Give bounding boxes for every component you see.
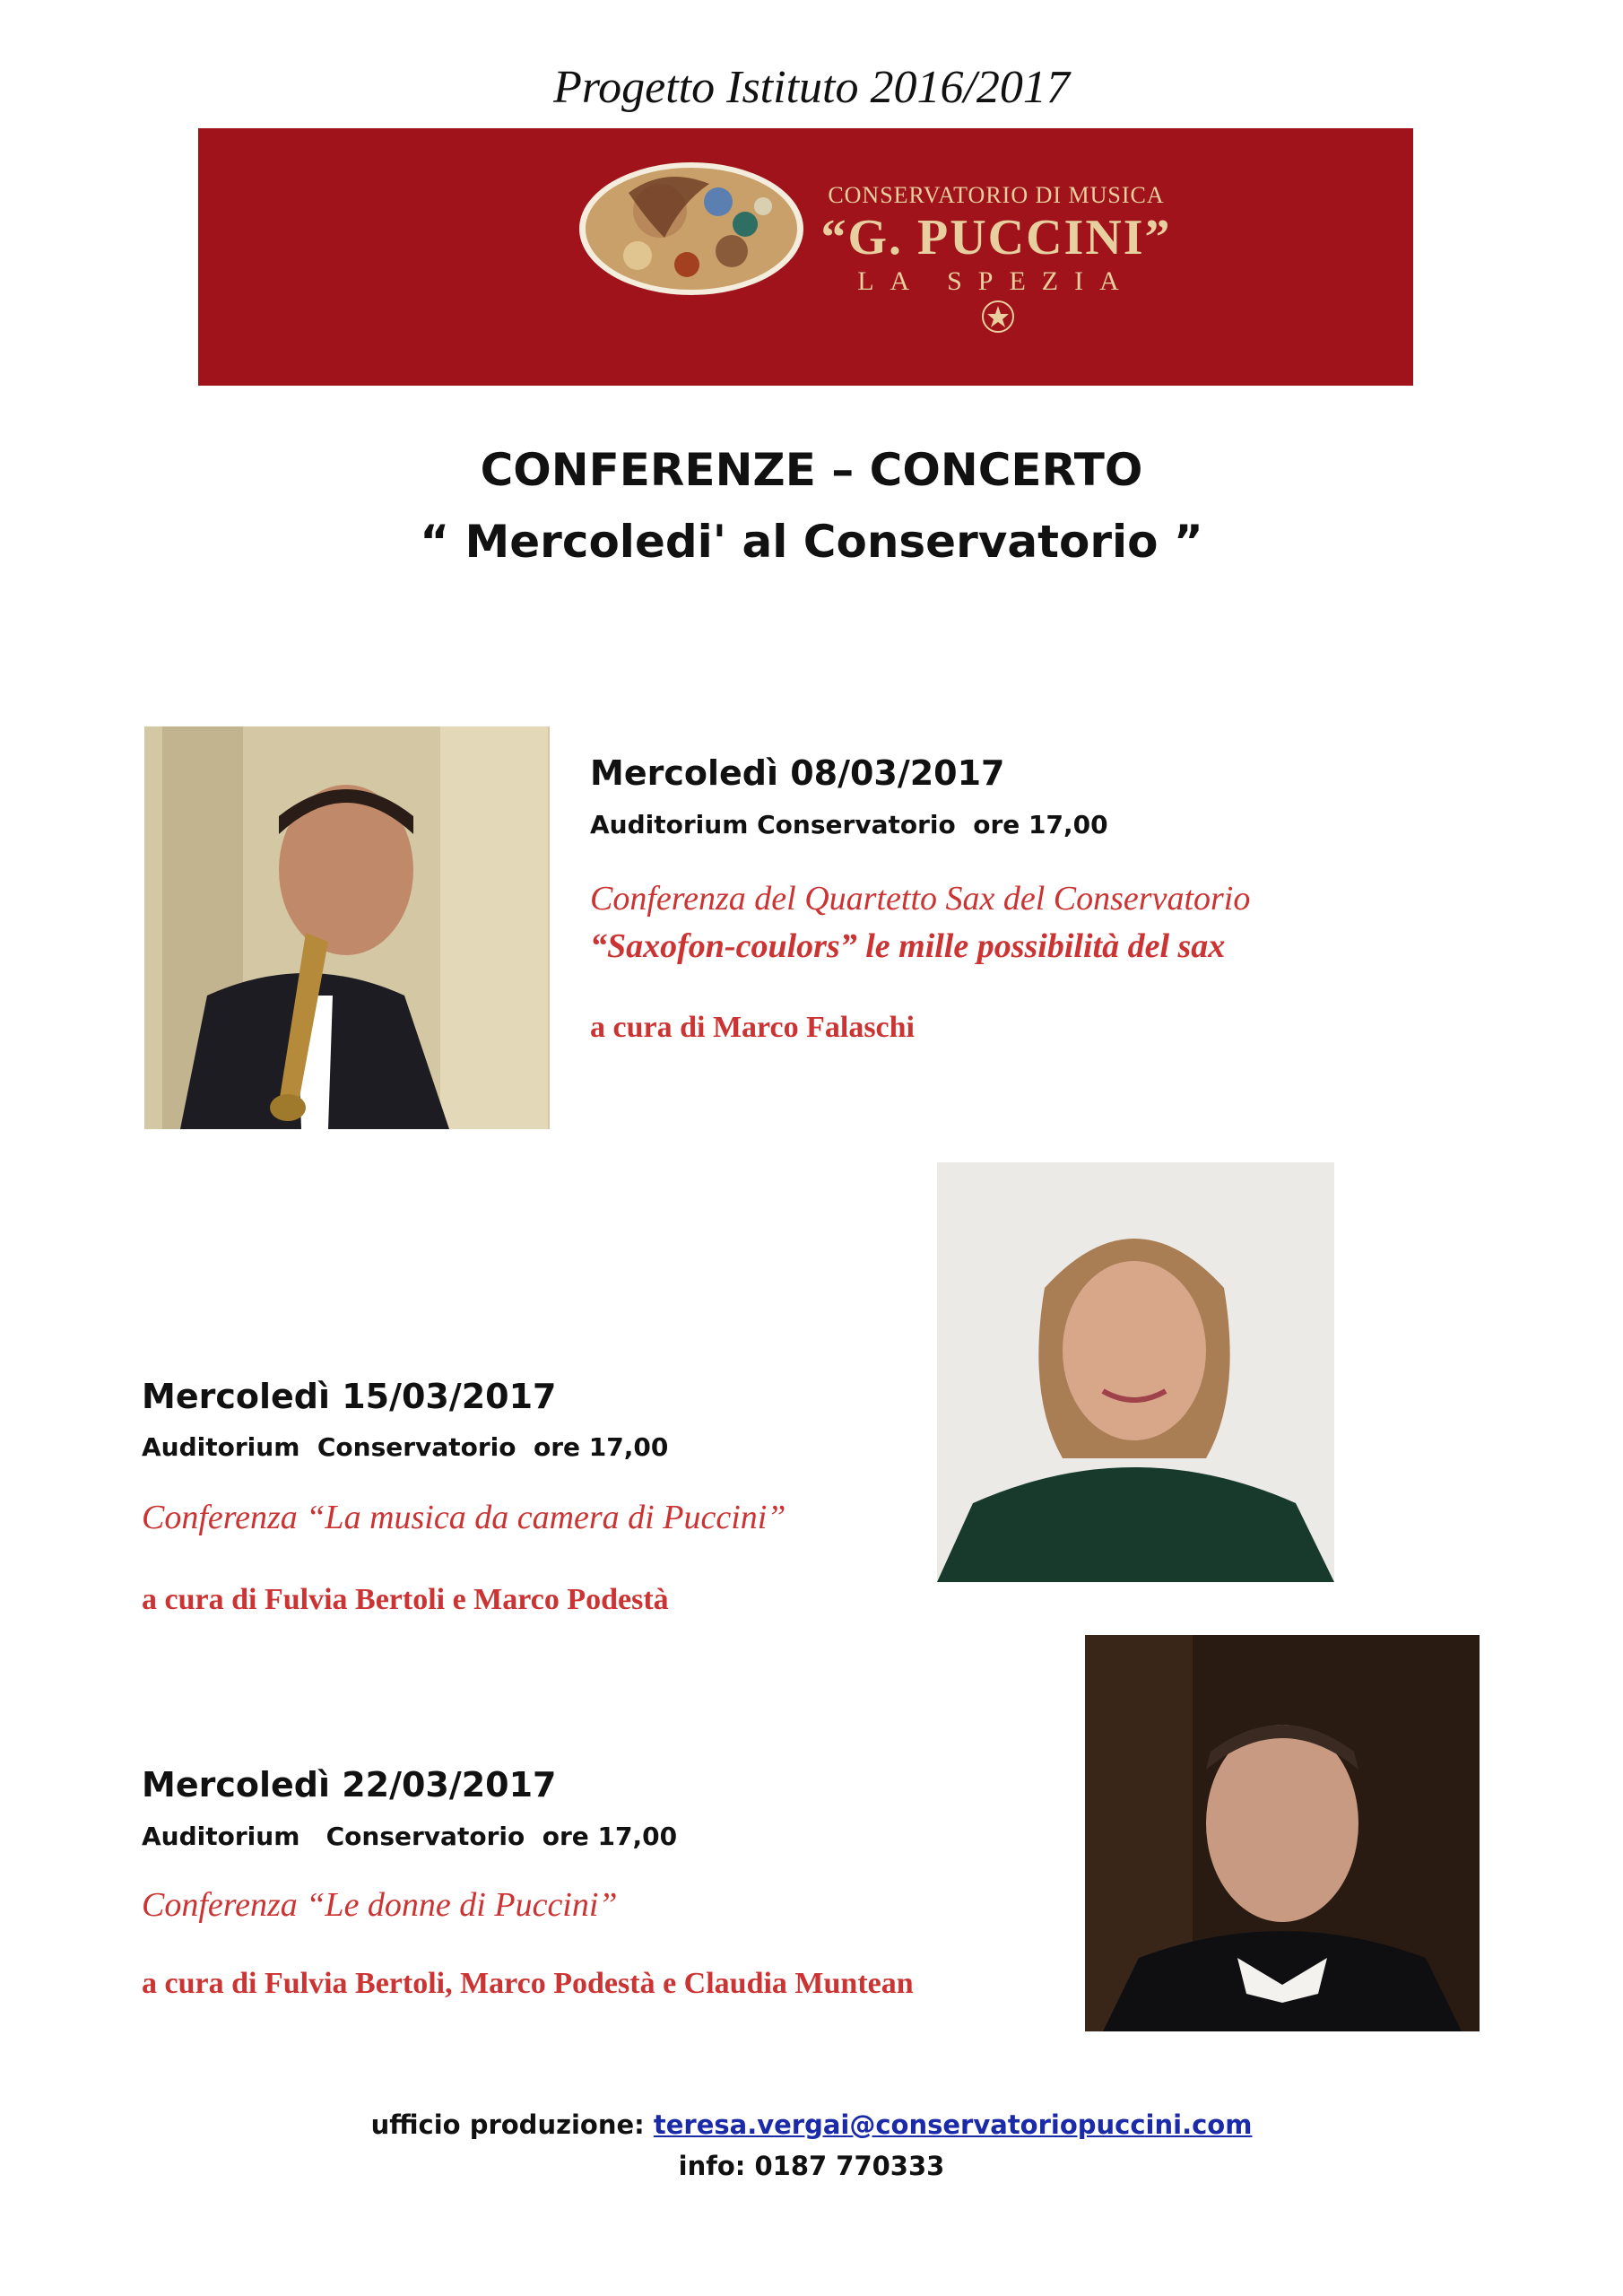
event-1-curator: a cura di Marco Falaschi [590,1011,915,1044]
event-1-subtitle: “Saxofon-coulors” le mille possibilità del sax [590,927,1226,965]
main-subtitle: “ Mercoledi' al Conservatorio ” [420,516,1203,568]
event-3-venue: Auditorium Conservatorio ore 17,00 [142,1822,678,1851]
footer-info: info: 0187 770333 [678,2151,945,2181]
logo-line-city: LA SPEZIA [857,266,1135,296]
event-2-curator: a cura di Fulvia Bertoli e Marco Podestà [142,1583,669,1616]
event-3-description: Conferenza “Le donne di Puccini” [142,1886,618,1924]
event-3-curator: a cura di Fulvia Bertoli, Marco Podestà e Claudia Muntean [142,1967,914,2000]
logo-wordmark [817,182,1176,297]
project-title: Progetto Istituto 2016/2017 [553,62,1070,113]
event-photo-woman [937,1162,1334,1582]
footer-contact [0,2109,1623,2140]
event-1-date: Mercoledì 08/03/2017 [590,753,1005,793]
event-2-venue: Auditorium Conservatorio ore 17,00 [142,1432,669,1462]
footer-office-label: ufficio produzione: [370,2109,645,2140]
republic-emblem-icon [980,299,1016,335]
event-photo-man [1085,1635,1480,2031]
event-1-venue: Auditorium Conservatorio ore 17,00 [590,810,1108,839]
logo-mosaic-icon [575,157,808,300]
conservatory-banner [198,128,1413,386]
event-1-description: Conferenza del Quartetto Sax del Conservatorio [590,880,1251,918]
event-2-date: Mercoledì 15/03/2017 [142,1377,557,1416]
event-photo-saxophonist [144,726,550,1129]
logo-line-name: “G. PUCCINI” [820,210,1172,265]
logo-line-institution: CONSERVATORIO DI MUSICA [828,182,1165,208]
event-3-date: Mercoledì 22/03/2017 [142,1765,557,1805]
main-title: CONFERENZE – CONCERTO [480,444,1143,496]
event-2-description: Conferenza “La musica da camera di Puccini” [142,1499,786,1536]
footer-email-link[interactable]: teresa.vergai@conservatoriopuccini.com [653,2109,1253,2140]
